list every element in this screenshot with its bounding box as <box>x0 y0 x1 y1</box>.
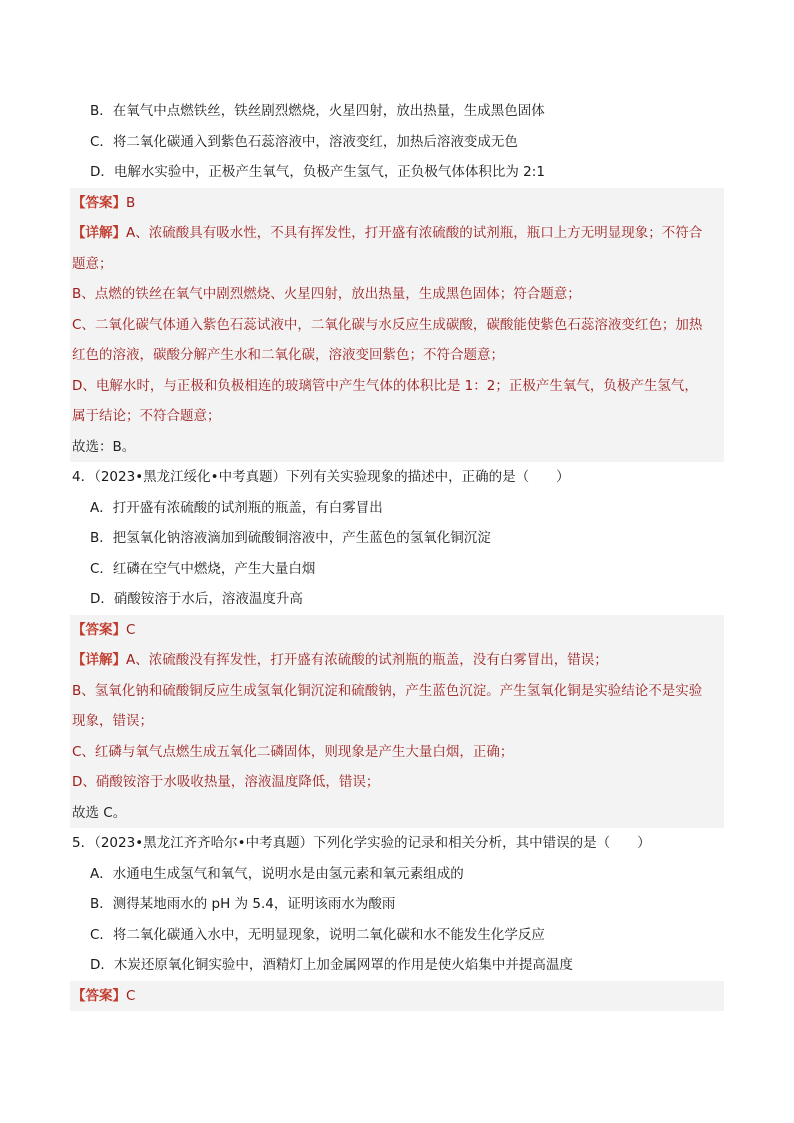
answer-value: B <box>126 194 136 211</box>
detail-line-q4-1 <box>70 645 724 676</box>
answer-block-q4 <box>70 615 724 829</box>
answer-tag: 【答案】 <box>72 194 126 211</box>
question-5-stem: 5．（2023•黑龙江齐齐哈尔•中考真题）下列化学实验的记录和相关分析，其中错误的是（ ） <box>72 835 651 851</box>
detail-line-q3-1 <box>70 218 724 249</box>
detail-line-q4-2: B、氢氧化钠和硫酸铜反应生成氢氧化铜沉淀和硫酸钠，产生蓝色沉淀。产生氢氧化铜是实验结论不是实验 <box>72 682 703 699</box>
detail-line-q3-7: 属于结论；不符合题意； <box>72 408 221 424</box>
answer-block-q5 <box>70 981 724 1012</box>
detail-tag: 【详解】 <box>72 652 126 668</box>
answer-tag: 【答案】 <box>72 987 126 1004</box>
answer-block-q3 <box>70 188 724 463</box>
q5-option-a: A．水通电生成氢气和氧气，说明水是由氢元素和氧元素组成的 <box>90 865 464 882</box>
q5-option-b: B．测得某地雨水的 pH 为 5.4，证明该雨水为酸雨 <box>90 896 396 912</box>
detail-line-q3-2: 题意； <box>72 255 113 272</box>
document-page <box>70 96 724 1011</box>
detail-text: A、浓硫酸具有吸水性，不具有挥发性，打开盛有浓硫酸的试剂瓶，瓶口上方无明显现象；不符合 <box>126 225 703 241</box>
answer-line-q3 <box>70 188 724 219</box>
detail-tag: 【详解】 <box>72 225 126 241</box>
conclusion-q4: 故选 C。 <box>72 804 127 821</box>
q4-option-a: A．打开盛有浓硫酸的试剂瓶的瓶盖，有白雾冒出 <box>90 499 383 516</box>
answer-line-q5 <box>70 981 724 1012</box>
q5-option-d: D．木炭还原氧化铜实验中，酒精灯上加金属网罩的作用是使火焰集中并提高温度 <box>90 957 573 973</box>
detail-line-q4-4: C、红磷与氧气点燃生成五氧化二磷固体，则现象是产生大量白烟，正确； <box>72 743 514 760</box>
q5-option-c: C．将二氧化碳通入水中，无明显现象，说明二氧化碳和水不能发生化学反应 <box>90 926 545 943</box>
detail-line-q3-5: 红色的溶液，碳酸分解产生水和二氧化碳，溶液变回紫色；不符合题意； <box>72 347 504 363</box>
q3-option-c: C．将二氧化碳通入到紫色石蕊溶液中，溶液变红，加热后溶液变成无色 <box>90 133 518 150</box>
detail-line-q4-3: 现象，错误； <box>72 713 153 729</box>
answer-value: C <box>126 987 136 1004</box>
detail-line-q4-5: D、硝酸铵溶于水吸收热量，溶液温度降低，错误； <box>72 774 380 790</box>
q4-option-b: B．把氢氧化钠溶液滴加到硫酸铜溶液中，产生蓝色的氢氧化铜沉淀 <box>90 530 491 546</box>
q3-option-d: D．电解水实验中，正极产生氧气，负极产生氢气，正负极气体体积比为 2:1 <box>90 164 545 180</box>
answer-tag: 【答案】 <box>72 621 126 638</box>
q4-option-c: C．红磷在空气中燃烧，产生大量白烟 <box>90 560 316 577</box>
q4-option-d: D．硝酸铵溶于水后，溶液温度升高 <box>90 591 303 607</box>
question-4-stem: 4．（2023•黑龙江绥化•中考真题）下列有关实验现象的描述中，正确的是（ ） <box>72 469 570 485</box>
answer-line-q4 <box>70 615 724 646</box>
detail-text: A、浓硫酸没有挥发性，打开盛有浓硫酸的试剂瓶的瓶盖，没有白雾冒出，错误； <box>126 652 608 668</box>
q3-option-b: B．在氧气中点燃铁丝，铁丝剧烈燃烧，火星四射，放出热量，生成黑色固体 <box>90 103 545 119</box>
detail-line-q3-4: C、二氧化碳气体通入紫色石蕊试液中，二氧化碳与水反应生成碳酸，碳酸能使紫色石蕊溶液变红色；加热 <box>72 316 703 333</box>
conclusion-q3: 故选：B。 <box>72 438 136 455</box>
detail-line-q3-3: B、点燃的铁丝在氧气中剧烈燃烧、火星四射，放出热量，生成黑色固体；符合题意； <box>72 286 581 302</box>
answer-value: C <box>126 621 136 638</box>
detail-line-q3-6: D、电解水时，与正极和负极相连的玻璃管中产生气体的体积比是 1：2；正极产生氧气，负极产生氢气， <box>72 377 698 394</box>
